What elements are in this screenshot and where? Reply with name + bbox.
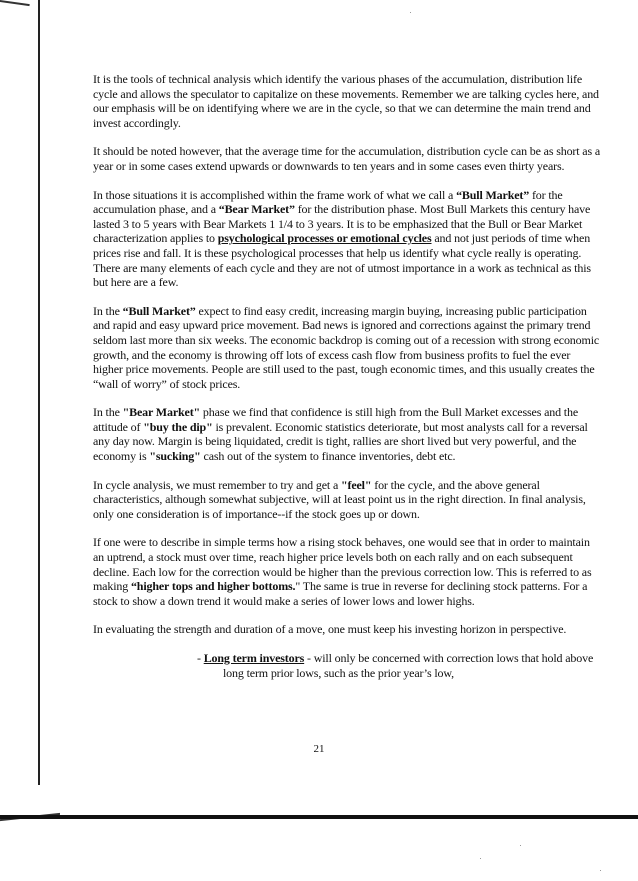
scan-speck [520,845,521,846]
emphasis-feel: "feel" [340,477,372,492]
paragraph-bear-market [93,405,601,463]
paragraph-text: is prevalent. Economic statistics deteriorate, but most analysts call for a reversal any day now. Margin is being liquidated, credit is tight, rallies are short lived but very powerful, and the economy is [93,419,588,464]
page-number: 21 [313,743,325,755]
paragraph-cycle-duration [93,144,601,173]
binding-edge-line [38,0,40,785]
paragraph-text: In the [93,303,123,318]
page-bottom-edge [0,815,638,819]
paragraph-text: It is the tools of technical analysis which identify the various phases of the accumulation, distribution life cycle and allows the speculator to capitalize on these movements. Remember we are talking cycles here, and our emphasis will be on identifying where we are in the cycle, so that we can determine the main trend and invest accordingly. [93,72,599,130]
emphasis-bull-market: “Bull Market” [122,303,196,318]
paragraph-text: In cycle analysis, we must remember to try and get a [93,477,341,492]
emphasis-higher-tops: “higher tops and higher bottoms. [130,579,296,594]
paragraph-rising-stock [93,535,601,608]
scan-speck [410,12,411,13]
paragraph-text: and not just periods of time when prices rise and fall. It is these psychological processes that help us identify what cycle really is operating. There are many elements of each cycle and they are not of utmost importance in a work as technical as this but here are a few. [93,231,591,290]
paragraph-bull-bear-definition [93,188,601,290]
emphasis-sucking: "sucking" [149,449,201,464]
emphasis-psychological-processes: psychological processes or emotional cycles [217,231,432,246]
document-body [93,72,601,680]
paragraph-cycle-analysis [93,478,601,522]
emphasis-bull-market: “Bull Market” [456,187,530,202]
paragraph-text: cash out of the system to finance inventories, debt etc. [200,449,456,464]
paragraph-text: It should be noted however, that the average time for the accumulation, distribution cycle can be as short as a year or in some cases extend upwards or downwards to ten years and in some cases even thirty years. [93,144,601,173]
scan-speck [600,870,601,871]
paragraph-text: phase we find that confidence is still high from the Bull Market excesses and the attitude of [93,405,579,434]
bullet-long-term-investors [197,651,601,680]
scan-speck [480,858,481,859]
emphasis-bear-market: “Bear Market” [218,202,295,217]
paragraph-text: expect to find easy credit, increasing margin buying, increasing public participation and rapid and easy upward price movement. Bad news is ignored and corrections against the primary trend seldom last more than six weeks. The economic backdrop is coming out of a recession with strong economic growth, and the economy is throwing off lots of excess cash flow from business profits to fuel the ever higher price movements. People are still used to the past, tough economic times, and this usually creates the “wall of worry” of stock prices. [93,303,600,391]
paragraph-text: In those situations it is accomplished within the frame work of what we call a [93,187,457,202]
bullet-dash: - [197,651,204,665]
paragraph-bull-market [93,304,601,392]
emphasis-bear-market: "Bear Market" [122,405,201,420]
paragraph-text: for the distribution phase. Most Bull Markets this century have lasted 3 to 5 years with Bear Markets 1 1/4 to 3 years. It is to be emphasized that the Bull or Bear Market characterization applies to [93,202,591,246]
paragraph-text: In evaluating the strength and duration of a move, one must keep his investing horizon in perspective. [93,622,567,637]
paragraph-text: for the accumulation phase, and a [93,187,563,217]
paragraph-text: for the cycle, and the above general characteristics, although somewhat subjective, will at least point us in the right direction. In final analysis, only one consideration is of importance--if the stock goes up or down. [93,477,586,521]
paragraph-text: If one were to describe in simple terms how a rising stock behaves, one would see that in order to maintain an uptrend, a stock must over time, reach higher price levels both on each rally and on each subsequent decline. Each low for the correction would be higher than the previous correction low. This is referred to as making [93,535,592,594]
paragraph-text: " The same is true in reverse for declining stock patterns. For a stock to show a down trend it would make a series of lower lows and lower highs. [93,579,588,608]
bullet-term: Long term investors [203,651,305,665]
scan-edge-mark [0,0,30,16]
paragraph-technical-analysis [93,72,601,130]
paragraph-investing-horizon [93,622,601,637]
emphasis-buy-the-dip: "buy the dip" [143,419,213,434]
bullet-text: - will only be concerned with correction lows that hold above long term prior lows, such as the prior year’s low, [223,651,594,680]
paragraph-text: In the [93,405,123,420]
